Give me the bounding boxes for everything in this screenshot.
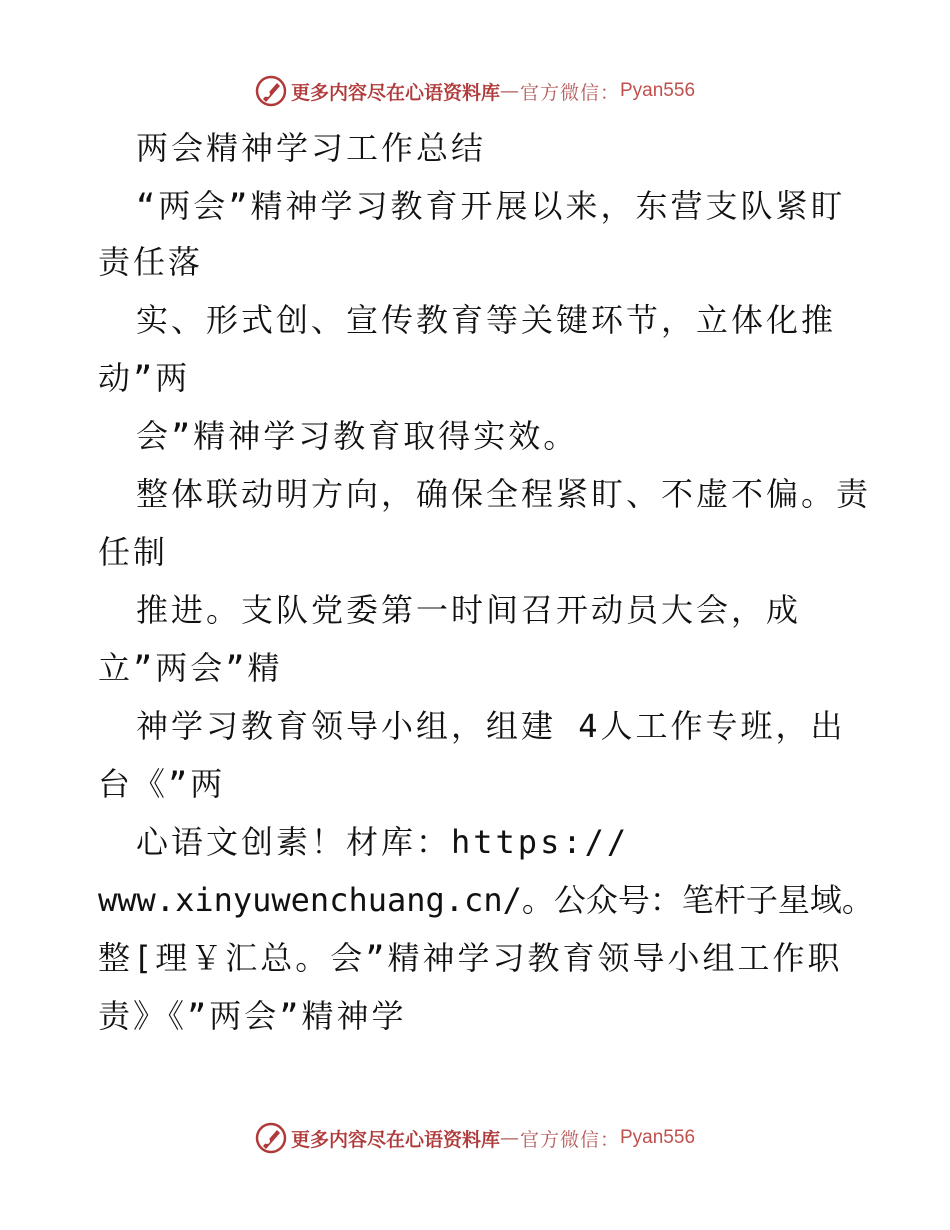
- banner-dash: —: [499, 80, 520, 102]
- header-banner: [0, 71, 950, 111]
- paragraph-line: www.xinyuwenchuang.cn/。公众号：笔杆子星域。: [98, 881, 874, 919]
- paragraph-line: “两会”精神学习教育开展以来，东营支队紧盯: [136, 187, 846, 225]
- banner-wechat-id: Pyan556: [620, 1127, 696, 1148]
- document-title: 两会精神学习工作总结: [136, 129, 487, 167]
- pen-logo-icon: [255, 75, 287, 107]
- paragraph-line: 动”两: [98, 359, 191, 397]
- footer-banner: [0, 1118, 950, 1158]
- paragraph-line: 整体联动明方向，确保全程紧盯、不虚不偏。责: [136, 475, 872, 513]
- banner-wechat-id: Pyan556: [620, 80, 696, 101]
- paragraph-line: 心语文创素！材库：https://: [136, 823, 630, 861]
- banner-dash: —: [499, 1127, 520, 1149]
- banner-main-text: 更多内容尽在心语资料库: [290, 1128, 500, 1151]
- banner-main-text: 更多内容尽在心语资料库: [290, 81, 500, 104]
- paragraph-line: 责任落: [98, 243, 204, 281]
- banner-sub-text: 官方微信：: [519, 81, 620, 104]
- paragraph-line: 台《”两: [98, 765, 226, 803]
- paragraph-line: 实、形式创、宣传教育等关键环节，立体化推: [136, 301, 837, 339]
- paragraph-line: 责》《”两会”精神学: [98, 997, 407, 1035]
- paragraph-line: 任制: [98, 533, 169, 571]
- pen-logo-icon: [255, 1122, 287, 1154]
- paragraph-line: 推进。支队党委第一时间召开动员大会，成: [136, 591, 802, 629]
- paragraph-line: 神学习教育领导小组，组建 4人工作专班，出: [136, 707, 846, 745]
- banner-sub-text: 官方微信：: [519, 1128, 620, 1151]
- paragraph-line: 会”精神学习教育取得实效。: [136, 417, 579, 455]
- paragraph-line: 整[理￥汇总。会”精神学习教育领导小组工作职: [98, 939, 843, 977]
- paragraph-line: 立”两会”精: [98, 649, 283, 687]
